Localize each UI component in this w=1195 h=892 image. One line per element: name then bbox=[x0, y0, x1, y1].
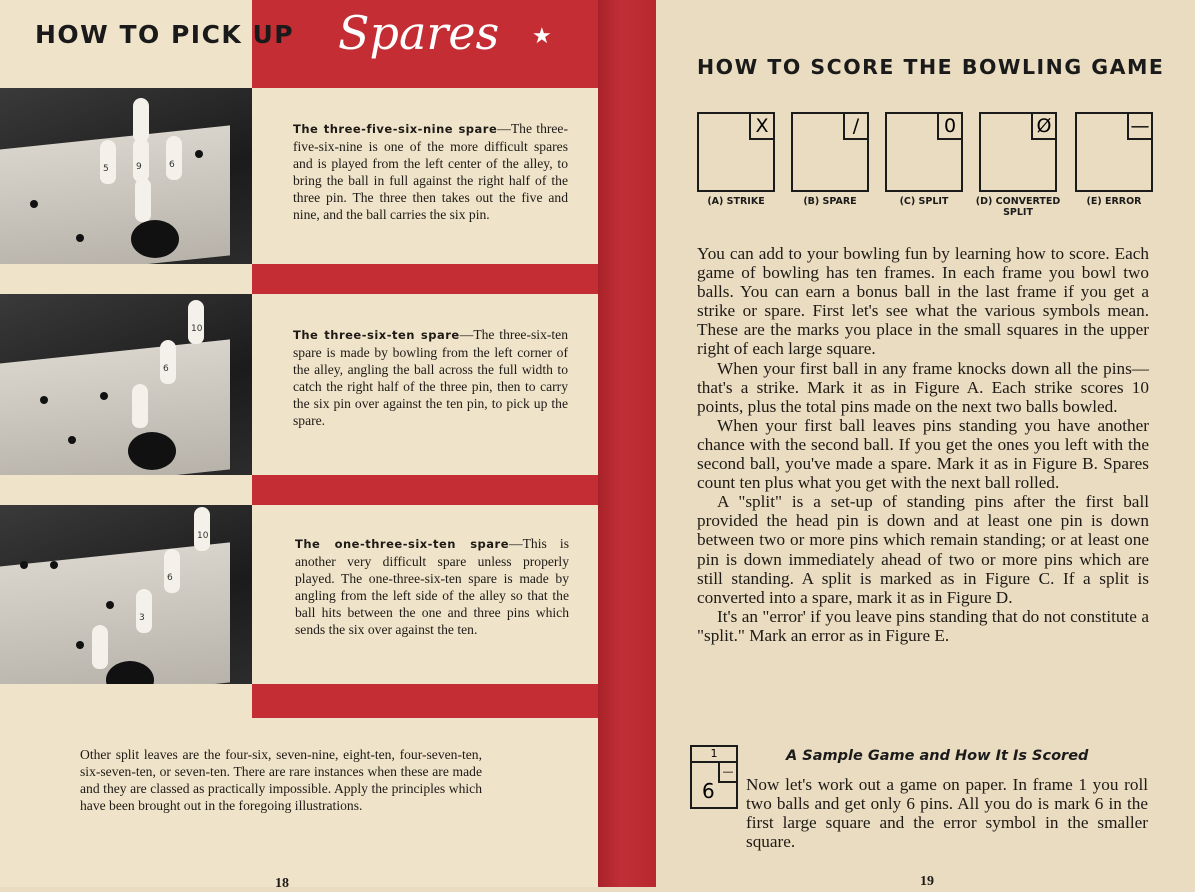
pin-number: 3 bbox=[139, 613, 145, 623]
spare-body: —The three-five-six-nine is one of the more difficult spares and is played from the left center of the alley, to bring the ball in full against the right half of the three pin. The three then takes out the five and nine, and the ball carries the six pin. bbox=[293, 121, 568, 222]
paragraph-strike: When your first ball in any frame knocks down all the pins—that's a strike. Mark it as in Figure A. Each strike scores 10 points, plus the total pins made on the next two balls bowled. bbox=[697, 358, 1149, 416]
pin-spot bbox=[30, 200, 38, 208]
red-band bbox=[252, 475, 598, 505]
pin-spot bbox=[40, 396, 48, 404]
pin-spot bbox=[68, 436, 76, 444]
pin-spot bbox=[100, 392, 108, 400]
spare-body: —The three-six-ten spare is made by bowling from the left corner of the alley, angling the ball across the full width to catch the right half of the three pin, then to carry the six pin over against the ten pin, to pick up the spare. bbox=[293, 327, 568, 428]
paragraph-split: A "split" is a set-up of standing pins after the first ball provided the head pin is down and at least one pin is down between two or more pins which remain standing; or at least one pin is down immediately ahead of two or more pins which are still standing. A split is marked as in Figure C. If a split is converted into a spare, mark it as in Figure D. bbox=[697, 492, 1149, 607]
figure-d-label: (D) CONVERTED SPLIT bbox=[975, 196, 1061, 218]
bowling-ball bbox=[128, 432, 176, 470]
figure-c-label: (C) SPLIT bbox=[899, 196, 949, 207]
pin-spot bbox=[76, 234, 84, 242]
star-icon: ★ bbox=[532, 24, 552, 49]
red-band bbox=[252, 264, 598, 294]
strike-mark: X bbox=[749, 112, 775, 140]
paragraph-error: It's an "error' if you leave pins standing that do not constitute a "split." Mark an error as in Figure E. bbox=[697, 606, 1149, 645]
spare-mark: / bbox=[843, 112, 869, 140]
figure-a-box bbox=[697, 112, 775, 192]
bowling-pin bbox=[133, 98, 149, 142]
spare-body: —This is another very difficult spare unless properly played. The one-three-six-ten spare is made by angling from the left side of the alley so that the ball hits between the one and three pins which sends the six over against the ten. bbox=[295, 536, 569, 637]
converted-split-mark: Ø bbox=[1031, 112, 1057, 140]
closing-paragraph: Other split leaves are the four-six, seven-nine, eight-ten, four-seven-ten, six-seven-ten, or seven-ten. There are rare instances when these are made and they are classed as practically impossible. Apply the principles which have been brought out in the foregoing illustrations. bbox=[80, 747, 482, 813]
alley-lane bbox=[0, 542, 230, 684]
error-mark: — bbox=[1127, 112, 1153, 140]
red-band bbox=[252, 684, 598, 718]
spare-text-1 bbox=[293, 120, 568, 223]
figure-e-label: (E) ERROR bbox=[1086, 196, 1142, 207]
sample-heading: A Sample Game and How It Is Scored bbox=[786, 748, 1089, 764]
frame-number: 1 bbox=[692, 747, 736, 763]
bowling-pin bbox=[160, 340, 176, 384]
spare-name: The three-six-ten spare bbox=[293, 328, 460, 342]
title-prefix: HOW TO PICK UP bbox=[35, 20, 295, 49]
pin-number: 6 bbox=[169, 160, 175, 170]
split-mark: 0 bbox=[937, 112, 963, 140]
bowling-pin bbox=[100, 140, 116, 184]
frame-score: 6 bbox=[702, 779, 715, 803]
spare-photo-2 bbox=[0, 294, 252, 475]
pin-spot bbox=[20, 561, 28, 569]
paragraph-spare: When your first ball leaves pins standing you have another chance with the second ball. If you get the ones you left with the second ball, you've made a spare. Mark it as in Figure B. Spares count ten plus what you get with the next ball rolled. bbox=[697, 415, 1149, 493]
pin-spot bbox=[106, 601, 114, 609]
figure-b-label: (B) SPARE bbox=[803, 196, 857, 207]
pin-number: 9 bbox=[136, 162, 142, 172]
paragraph-intro: You can add to your bowling fun by learning how to score. Each game of bowling has ten frames. In each frame you bowl two balls. You can earn a bonus ball in the last frame if you get a strike or spare. First let's see what the various symbols mean. These are the marks you place in the small squares in the upper right of each large square. bbox=[697, 244, 1149, 359]
page-number-left: 18 bbox=[275, 876, 289, 891]
sample-frame-icon bbox=[690, 745, 738, 809]
frame-error-mark: — bbox=[718, 763, 736, 783]
bowling-pin bbox=[188, 300, 204, 344]
pin-number: 6 bbox=[167, 573, 173, 583]
spare-photo-3 bbox=[0, 505, 252, 684]
spare-photo-1 bbox=[0, 88, 252, 264]
pin-number: 10 bbox=[191, 324, 203, 334]
left-page-title bbox=[35, 20, 294, 49]
bowling-pin bbox=[132, 384, 148, 428]
page-number-right: 19 bbox=[920, 874, 934, 889]
spare-text-3 bbox=[295, 535, 569, 638]
figure-b-box bbox=[791, 112, 869, 192]
scoring-text bbox=[697, 244, 1149, 645]
right-page-title: HOW TO SCORE THE BOWLING GAME bbox=[697, 55, 1165, 79]
alley-lane bbox=[0, 339, 230, 475]
bowling-pin bbox=[133, 138, 149, 182]
figure-d-box bbox=[979, 112, 1057, 192]
figure-a-label: (A) STRIKE bbox=[707, 196, 765, 207]
pin-number: 5 bbox=[103, 164, 109, 174]
bowling-pin bbox=[164, 549, 180, 593]
paragraph-sample: Now let's work out a game on paper. In frame 1 you roll two balls and get only 6 pins. All you do is mark 6 in the first large square and the error symbol in the smaller square. bbox=[746, 775, 1148, 852]
bowling-pin bbox=[136, 589, 152, 633]
bowling-pin bbox=[194, 507, 210, 551]
pin-spot bbox=[50, 561, 58, 569]
spare-name: The three-five-six-nine spare bbox=[293, 122, 498, 136]
pin-number: 6 bbox=[163, 364, 169, 374]
figure-c-box bbox=[885, 112, 963, 192]
title-script: Spares bbox=[338, 6, 500, 60]
bowling-ball bbox=[131, 220, 179, 258]
figure-e-box bbox=[1075, 112, 1153, 192]
pin-number: 10 bbox=[197, 531, 209, 541]
bowling-pin bbox=[92, 625, 108, 669]
bowling-pin bbox=[135, 178, 151, 222]
spare-name: The one-three-six-ten spare bbox=[295, 537, 510, 551]
book-spine bbox=[598, 0, 656, 887]
spare-text-2 bbox=[293, 326, 568, 429]
pin-spot bbox=[195, 150, 203, 158]
bowling-pin bbox=[166, 136, 182, 180]
pin-spot bbox=[76, 641, 84, 649]
